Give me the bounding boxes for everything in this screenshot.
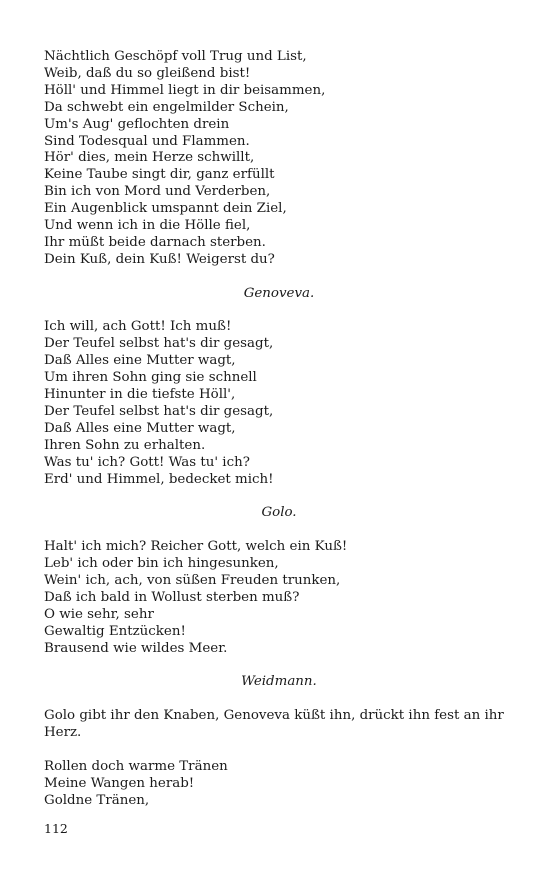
verse-line: Ein Augenblick umspannt dein Ziel, [44, 201, 287, 217]
stanza-weidmann [44, 759, 514, 810]
verse-line: Daß ich bald in Wollust sterben muß? [44, 589, 300, 605]
speaker-heading-weidmann: Weidmann. [241, 674, 317, 690]
verse-line: Bin ich von Mord und Verderben, [44, 184, 271, 200]
stanza-golo-2 [44, 539, 514, 657]
page-number: 112 [44, 821, 68, 836]
verse-line: Daß Alles eine Mutter wagt, [44, 420, 236, 436]
verse-line: Was tu' ich? Gott! Was tu' ich? [44, 454, 250, 470]
verse-line: Sind Todesqual und Flammen. [44, 133, 250, 149]
verse-line: Brausend wie wildes Meer. [44, 640, 228, 656]
verse-line: Der Teufel selbst hat's dir gesagt, [44, 404, 274, 419]
verse-line: Rollen doch warme Tränen [44, 758, 228, 774]
verse-line: Weib, daß du so gleißend bist! [44, 65, 251, 81]
verse-line: Der Teufel selbst hat's dir gesagt, [44, 336, 274, 352]
stanza-golo-1 [44, 49, 514, 269]
page-content [44, 49, 514, 810]
verse-line: Hinunter in die tiefste Höll', [44, 387, 236, 403]
verse-line: Höll' und Himmel liegt in dir beisammen, [44, 82, 326, 98]
speaker-heading-golo: Golo. [261, 505, 297, 521]
verse-line: Nächtlich Geschöpf voll Trug und List, [44, 49, 307, 64]
verse-line: O wie sehr, sehr [44, 606, 154, 622]
verse-line: Daß Alles eine Mutter wagt, [44, 353, 236, 369]
verse-line: Ich will, ach Gott! Ich muß! [44, 319, 232, 335]
verse-line: Da schwebt ein engelmilder Schein, [44, 99, 289, 115]
verse-line: Goldne Tränen, [44, 792, 150, 808]
verse-line: Um's Aug' geflochten drein [44, 116, 230, 132]
stage-direction: Golo gibt ihr den Knaben, Genoveva küßt ihn, drückt ihn fest an ihr Herz. [44, 708, 504, 741]
verse-line: Wein' ich, ach, von süßen Freuden trunken, [44, 573, 341, 589]
verse-line: Meine Wangen herab! [44, 775, 195, 791]
verse-line: Keine Taube singt dir, ganz erfüllt [44, 167, 275, 183]
verse-line: Leb' ich oder bin ich hingesunken, [44, 556, 279, 572]
verse-line: Um ihren Sohn ging sie schnell [44, 370, 257, 386]
verse-line: Hör' dies, mein Herze schwillt, [44, 150, 255, 166]
verse-line: Und wenn ich in die Hölle fiel, [44, 218, 251, 234]
verse-line: Ihren Sohn zu erhalten. [44, 437, 206, 453]
verse-line: Dein Kuß, dein Kuß! Weigerst du? [44, 251, 275, 267]
verse-line: Ihr müßt beide darnach sterben. [44, 234, 266, 250]
stanza-genoveva [44, 319, 514, 488]
verse-line: Halt' ich mich? Reicher Gott, welch ein Kuß! [44, 539, 348, 555]
speaker-heading-genoveva: Genoveva. [243, 285, 315, 301]
verse-line: Gewaltig Entzücken! [44, 623, 186, 639]
verse-line: Erd' und Himmel, bedecket mich! [44, 471, 274, 487]
